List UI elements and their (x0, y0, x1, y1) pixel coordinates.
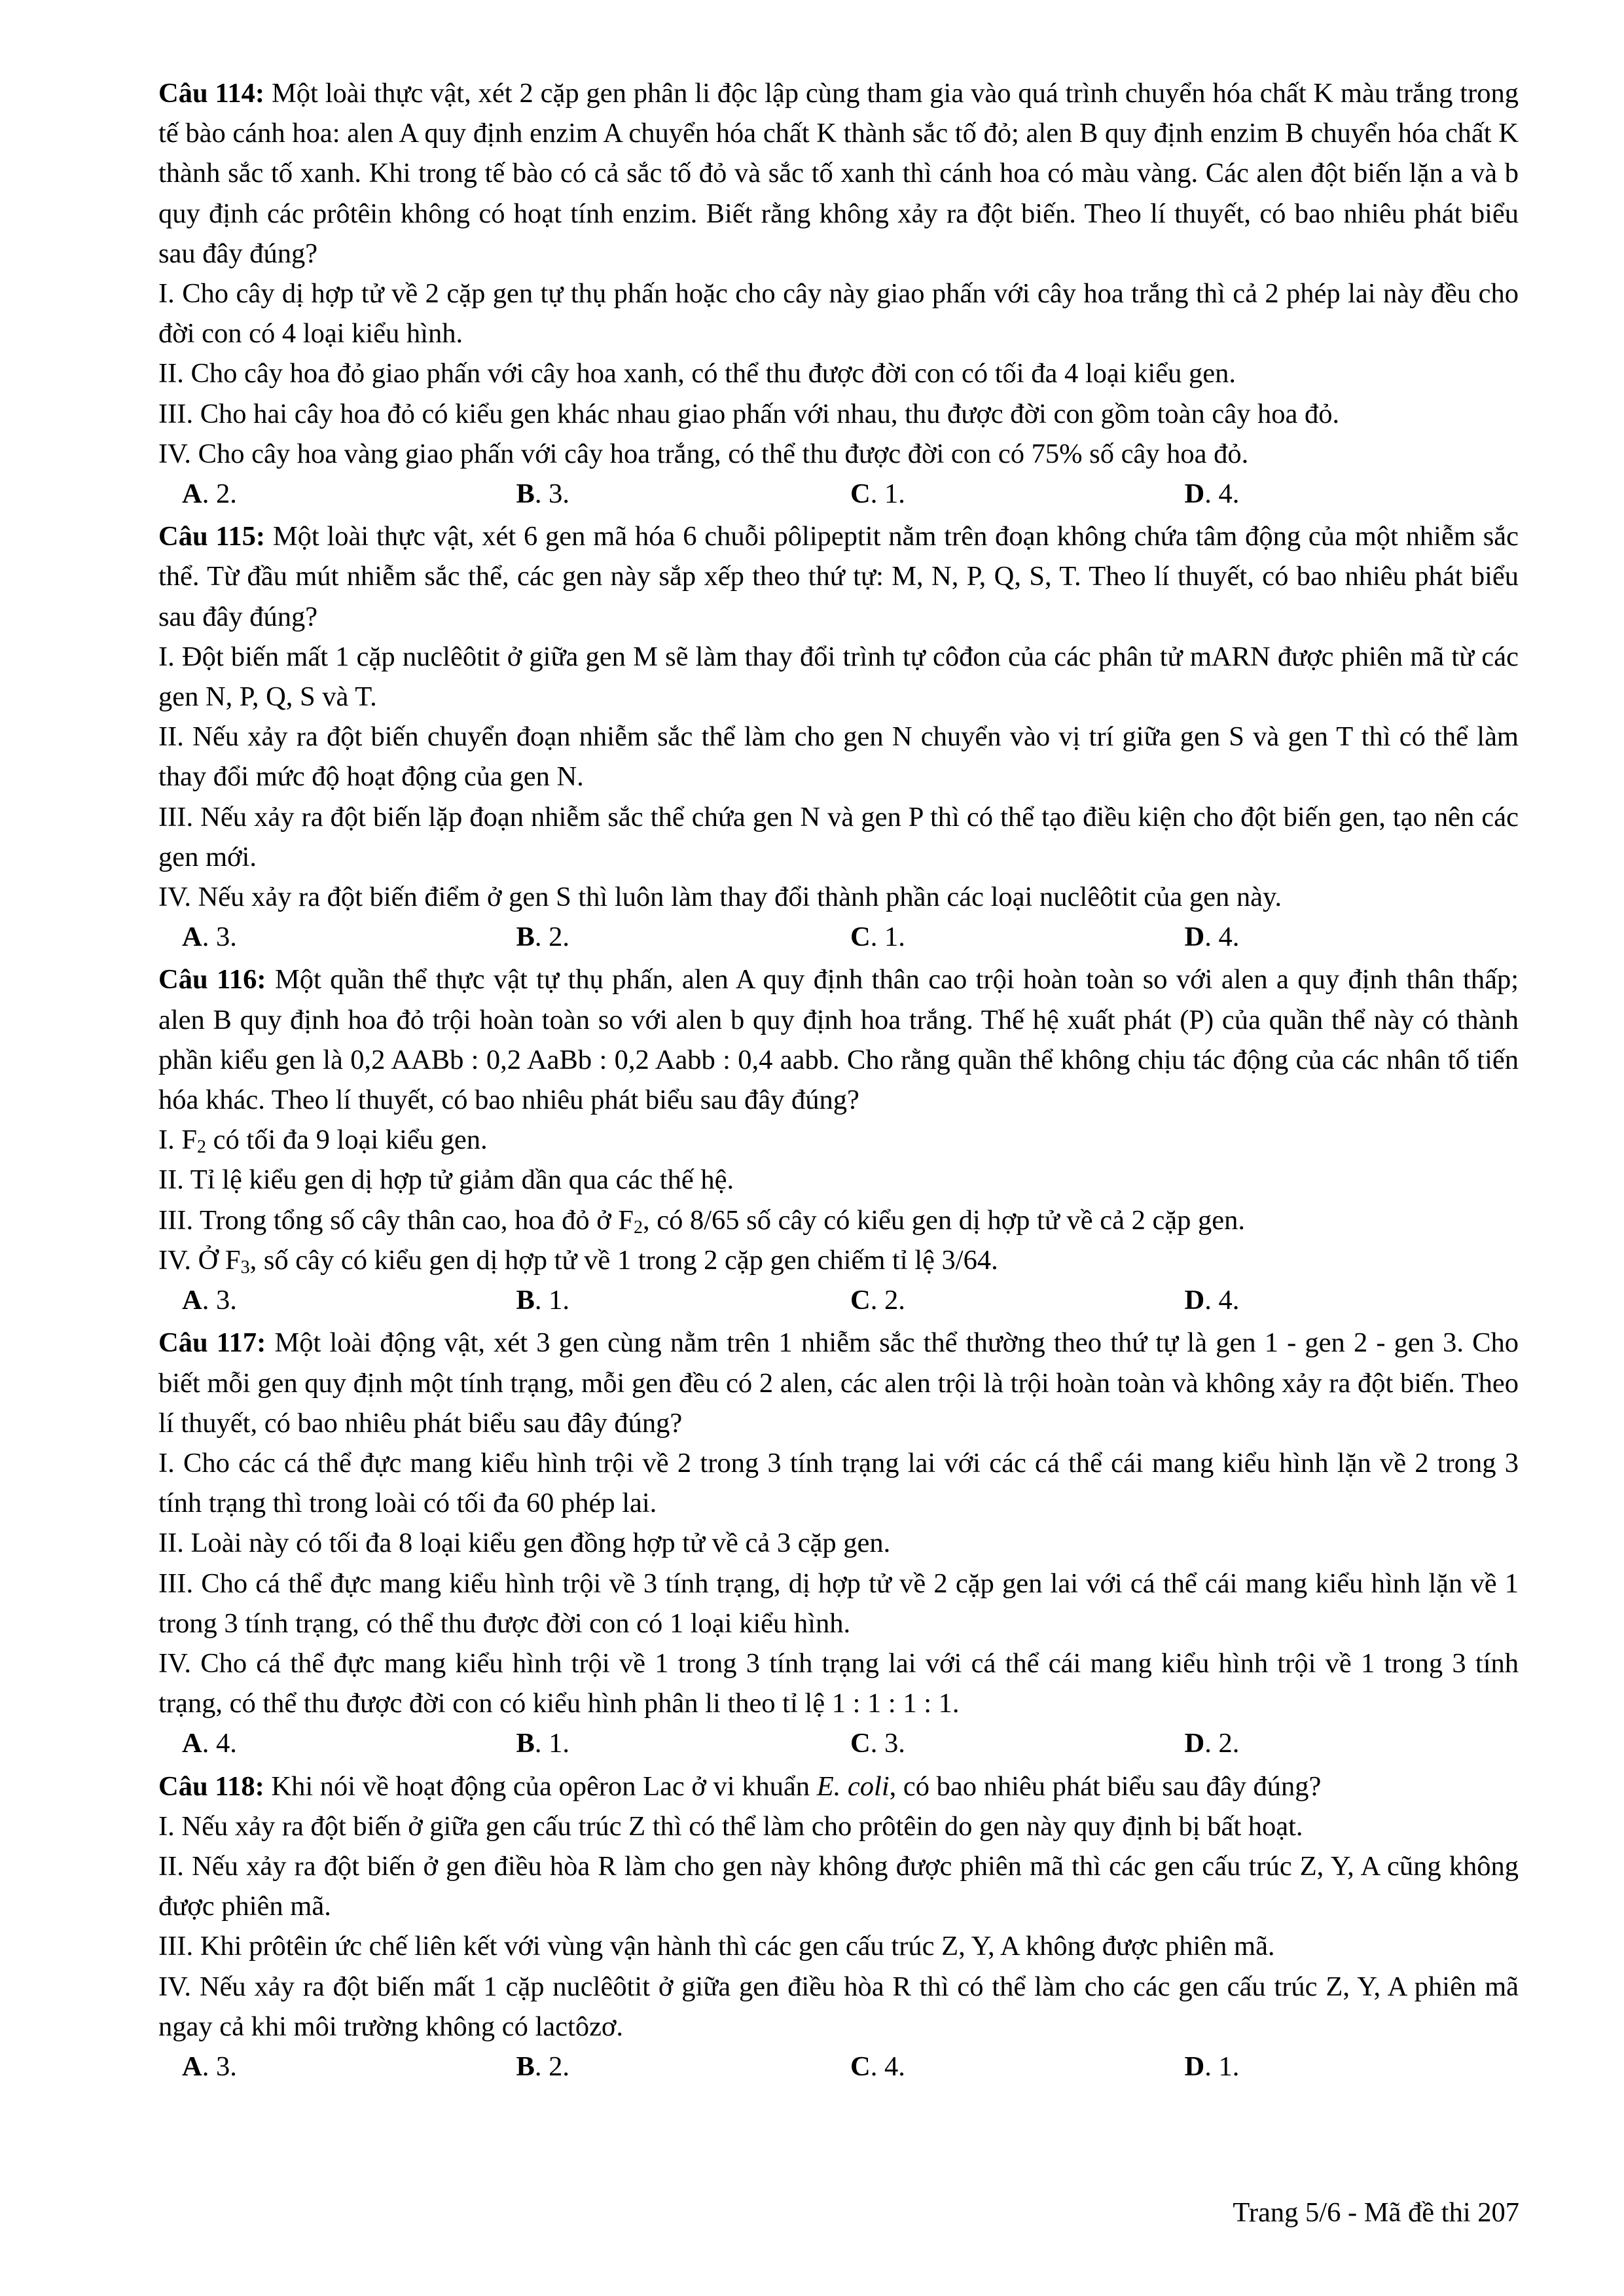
question-stem: Câu 118: Khi nói về hoạt động của opêron Lac ở vi khuẩn E. coli, có bao nhiêu phát biểu sau đây đúng? (158, 1770, 1322, 1802)
statement: III. Trong tổng số cây thân cao, hoa đỏ ở $F_2$, có 8/65 số cây có kiểu gen dị hợp tử về cả 2 cặp gen. (158, 1204, 1246, 1238)
statement: II. Nếu xảy ra đột biến chuyển đoạn nhiễm sắc thể làm cho gen N chuyển vào vị trí giữa gen S và gen T thì có thể làm thay đổi mức độ hoạt động của gen N. (158, 721, 1519, 793)
statement: I. Cho các cá thể đực mang kiểu hình trội về 2 trong 3 tính trạng lai với các cá thể cái mang kiểu hình lặn về 2 trong 3 tính trạng thì trong loài có tối đa 60 phép lai. (158, 1447, 1519, 1519)
option-a[interactable]: A. 3. (182, 1285, 237, 1316)
question-number: Câu 118: (158, 1770, 264, 1802)
option-c[interactable]: C. 3. (850, 1728, 905, 1759)
question-114 (158, 73, 1519, 514)
statement: IV. Cho cá thể đực mang kiểu hình trội về 1 trong 3 tính trạng lai với cá thể cái mang kiểu hình trội về 1 trong 3 tính trạng, có thể thu được đời con có kiểu hình phân li theo tỉ lệ 1 : 1 : 1 : 1. (158, 1647, 1519, 1719)
statement: III. Cho cá thể đực mang kiểu hình trội về 3 tính trạng, dị hợp tử về 2 cặp gen lai với cá thể cái mang kiểu hình lặn về 1 trong 3 tính trạng, có thể thu được đời con có 1 loại kiểu hình. (158, 1568, 1519, 1639)
statement: I. Đột biến mất 1 cặp nuclêôtit ở giữa gen M sẽ làm thay đổi trình tự côđon của các phân tử mARN được phiên mã từ các gen N, P, Q, S và T. (158, 641, 1519, 713)
statement: IV. Ở $F_3$, số cây có kiểu gen dị hợp tử về 1 trong 2 cặp gen chiếm tỉ lệ 3/64. (158, 1244, 998, 1278)
option-d[interactable]: D. 2. (1184, 1728, 1240, 1759)
option-c[interactable]: C. 1. (850, 478, 905, 510)
statement: IV. Nếu xảy ra đột biến điểm ở gen S thì luôn làm thay đổi thành phần các loại nuclêôtit của gen này. (158, 882, 1282, 913)
option-d[interactable]: D. 4. (1184, 1285, 1240, 1316)
question-117 (158, 1323, 1519, 1763)
answer-options (158, 917, 1519, 957)
question-116 (158, 960, 1519, 1320)
statement: III. Khi prôtêin ức chế liên kết với vùng vận hành thì các gen cấu trúc Z, Y, A không được phiên mã. (158, 1931, 1275, 1962)
question-text: Một loài thực vật, xét 2 cặp gen phân li độc lập cùng tham gia vào quá trình chuyển hóa chất K màu trắng trong tế bào cánh hoa: alen A quy định enzim A chuyển hóa chất K thành sắc tố đỏ; alen B quy định enzim B chuyển hóa chất K thành sắc tố xanh. Khi trong tế bào có cả sắc tố đỏ và sắc tố xanh thì cánh hoa có màu vàng. Các alen đột biến lặn a và b quy định các prôtêin không có hoạt tính enzim. Biết rằng không xảy ra đột biến. Theo lí thuyết, có bao nhiêu phát biểu sau đây đúng? (158, 78, 1519, 269)
question-text: Một loài thực vật, xét 6 gen mã hóa 6 chuỗi pôlipeptit nằm trên đoạn không chứa tâm động của một nhiễm sắc thể. Từ đầu mút nhiễm sắc thể, các gen này sắp xếp theo thứ tự: M, N, P, Q, S, T. Theo lí thuyết, có bao nhiêu phát biểu sau đây đúng? (158, 521, 1519, 632)
option-d[interactable]: D. 1. (1184, 2051, 1240, 2082)
statement: III. Cho hai cây hoa đỏ có kiểu gen khác nhau giao phấn với nhau, thu được đời con gồm toàn cây hoa đỏ. (158, 398, 1340, 429)
statement: IV. Cho cây hoa vàng giao phấn với cây hoa trắng, có thể thu được đời con có 75% số cây hoa đỏ. (158, 438, 1249, 469)
statement: II. Cho cây hoa đỏ giao phấn với cây hoa xanh, có thể thu được đời con có tối đa 4 loại kiểu gen. (158, 358, 1236, 389)
option-b[interactable]: B. 2. (516, 2051, 569, 2082)
statement: I. $F_2$ có tối đa 9 loại kiểu gen. (158, 1124, 488, 1158)
option-d[interactable]: D. 4. (1184, 922, 1240, 953)
option-a[interactable]: A. 3. (182, 2051, 237, 2082)
question-number: Câu 115: (158, 521, 265, 552)
question-number: Câu 114: (158, 78, 265, 109)
option-b[interactable]: B. 1. (516, 1285, 569, 1316)
option-b[interactable]: B. 2. (516, 922, 569, 953)
statement: IV. Nếu xảy ra đột biến mất 1 cặp nuclêôtit ở giữa gen điều hòa R thì có thể làm cho các gen cấu trúc Z, Y, A phiên mã ngay cả khi môi trường không có lactôzơ. (158, 1971, 1519, 2042)
question-115 (158, 516, 1519, 957)
question-stem (158, 73, 1519, 274)
statement: II. Loài này có tối đa 8 loại kiểu gen đồng hợp tử về cả 3 cặp gen. (158, 1528, 891, 1559)
statement: II. Tỉ lệ kiểu gen dị hợp tử giảm dần qua các thế hệ. (158, 1164, 734, 1196)
question-text: Một loài động vật, xét 3 gen cùng nằm trên 1 nhiễm sắc thể thường theo thứ tự là gen 1 - gen 2 - gen 3. Cho biết mỗi gen quy định một tính trạng, mỗi gen đều có 2 alen, các alen trội là trội hoàn toàn và không xảy ra đột biến. Theo lí thuyết, có bao nhiêu phát biểu sau đây đúng? (158, 1327, 1519, 1439)
statement: II. Nếu xảy ra đột biến ở gen điều hòa R làm cho gen này không được phiên mã thì các gen cấu trúc Z, Y, A cũng không được phiên mã. (158, 1850, 1519, 1922)
statement: I. Nếu xảy ra đột biến ở giữa gen cấu trúc Z thì có thể làm cho prôtêin do gen này quy định bị bất hoạt. (158, 1810, 1303, 1842)
option-a[interactable]: A. 4. (182, 1728, 237, 1759)
exam-page (158, 73, 1519, 2089)
option-c[interactable]: C. 2. (850, 1285, 905, 1316)
option-a[interactable]: A. 2. (182, 478, 237, 510)
answer-options (158, 1723, 1519, 1763)
statement: I. Cho cây dị hợp tử về 2 cặp gen tự thụ phấn hoặc cho cây này giao phấn với cây hoa trắng thì cả 2 phép lai này đều cho đời con có 4 loại kiểu hình. (158, 278, 1519, 350)
answer-options (158, 474, 1519, 514)
species-name: E. coli (816, 1770, 890, 1802)
question-number: Câu 117: (158, 1327, 266, 1359)
option-b[interactable]: B. 3. (516, 478, 569, 510)
option-d[interactable]: D. 4. (1184, 478, 1240, 510)
answer-options (158, 1280, 1519, 1320)
question-stem (158, 516, 1519, 637)
question-text: Một quần thể thực vật tự thụ phấn, alen A quy định thân cao trội hoàn toàn so với alen a quy định thân thấp; alen B quy định hoa đỏ trội hoàn toàn so với alen b quy định hoa trắng. Thế hệ xuất phát (P) của quần thể này có thành phần kiểu gen là 0,2 AABb : 0,2 AaBb : 0,2 Aabb : 0,4 aabb. Cho rằng quần thể không chịu tác động của các nhân tố tiến hóa khác. Theo lí thuyết, có bao nhiêu phát biểu sau đây đúng? (158, 964, 1519, 1116)
option-c[interactable]: C. 1. (850, 922, 905, 953)
statement: III. Nếu xảy ra đột biến lặp đoạn nhiễm sắc thể chứa gen N và gen P thì có thể tạo điều kiện cho đột biến gen, tạo nên các gen mới. (158, 801, 1519, 872)
question-118 (158, 1767, 1519, 2087)
page-footer: Trang 5/6 - Mã đề thi 207 (1233, 2197, 1519, 2228)
question-number: Câu 116: (158, 964, 266, 996)
question-stem (158, 960, 1519, 1120)
question-stem (158, 1323, 1519, 1443)
option-b[interactable]: B. 1. (516, 1728, 569, 1759)
option-a[interactable]: A. 3. (182, 922, 237, 953)
option-c[interactable]: C. 4. (850, 2051, 905, 2082)
answer-options (158, 2047, 1519, 2087)
